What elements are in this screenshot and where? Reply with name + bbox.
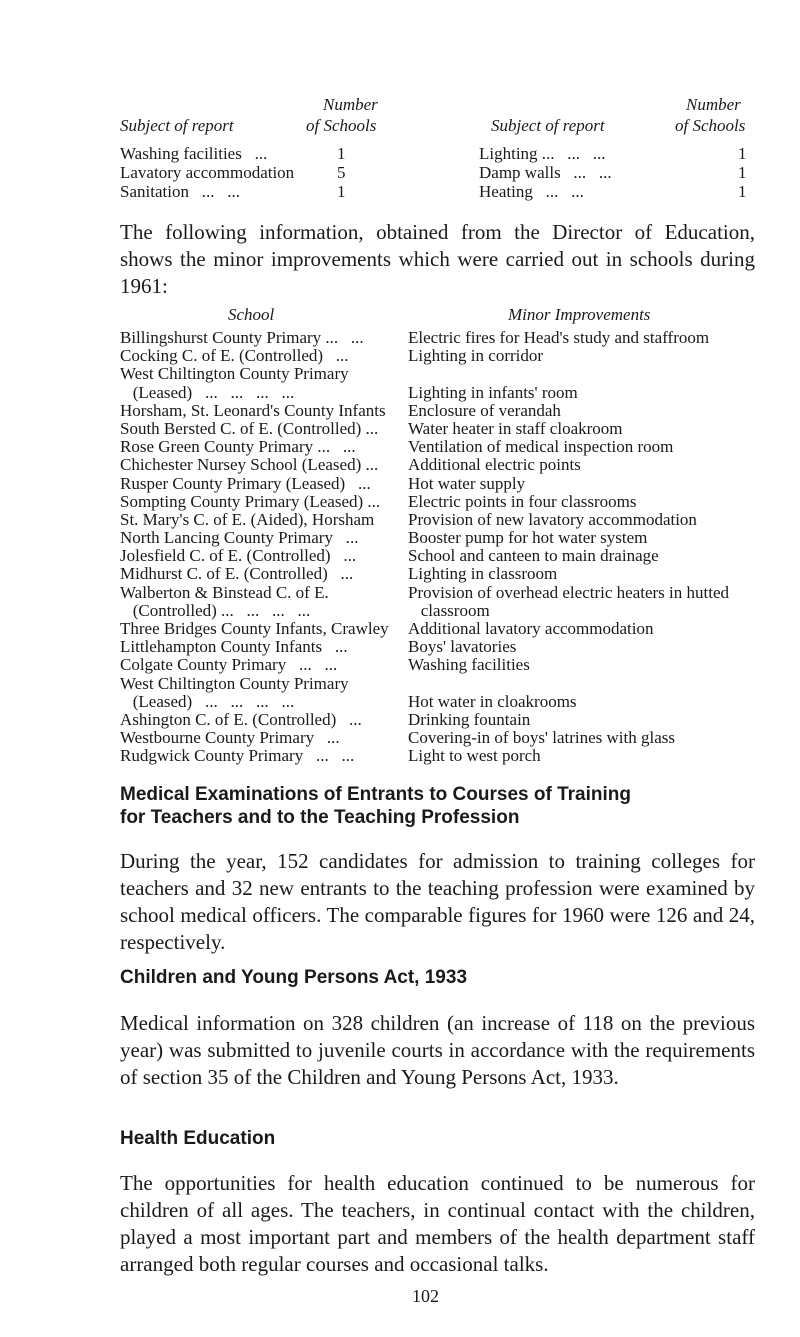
right-number-row-3: 1 (738, 182, 747, 201)
improvement-line: Hot water supply (408, 473, 526, 493)
right-subject-row-3: Heating ... ... (479, 182, 584, 201)
right-subject-row-1: Lighting ... ... ... (479, 144, 606, 163)
medical-heading-line2: for Teachers and to the Teaching Profession (120, 807, 520, 828)
school-line: Littlehampton County Infants ... (120, 637, 348, 657)
improvement-line: Hot water in cloakrooms (408, 691, 577, 711)
improvement-line: Lighting in corridor (408, 346, 544, 366)
improvement-line: Lighting in infants' room (408, 382, 578, 402)
school-line: Billingshurst County Primary ... ... (120, 328, 364, 347)
left-number-header-line2: of Schools (306, 116, 377, 135)
improvement-line (408, 365, 729, 383)
improvement-line: Electric fires for Head's study and staffroom (408, 328, 710, 347)
school-line: St. Mary's C. of E. (Aided), Horsham (120, 509, 375, 529)
right-number-header-line2: of Schools (675, 116, 746, 135)
school-line: (Leased) ... ... ... ... (120, 691, 295, 711)
improvement-line: Additional lavatory accommodation (408, 619, 654, 638)
school-line: Rusper County Primary (Leased) ... (120, 473, 371, 493)
health-heading: Health Education (120, 1128, 276, 1149)
right-subject-row-2: Damp walls ... ... (479, 163, 612, 182)
right-number-header-line1: Number (686, 95, 741, 114)
health-paragraph: The opportunities for health education continued to be numerous for children of all ages. The teachers, in continual contact with the children, played a most important part and members of the health department staff arranged both regular courses and occasional talks. (120, 1171, 755, 1276)
intro-paragraph: The following information, obtained from the Director of Education, shows the minor improvements which were carried out in schools during 1961: (120, 220, 755, 298)
school-line: North Lancing County Primary ... (120, 528, 359, 548)
improvement-line: Covering-in of boys' latrines with glass (408, 728, 676, 748)
school-line: Horsham, St. Leonard's County Infants (120, 400, 386, 420)
school-line: (Leased) ... ... ... ... (120, 382, 295, 402)
left-subject-row-3: Sanitation ... ... (120, 182, 240, 201)
left-number-row-3: 1 (337, 182, 346, 201)
improvement-line: Provision of overhead electric heaters in hutted (408, 582, 729, 602)
school-column-header: School (228, 305, 275, 324)
improvements-column-header: Minor Improvements (508, 305, 651, 324)
improvement-line: Ventilation of medical inspection room (408, 437, 674, 457)
school-line: Ashington C. of E. (Controlled) ... (120, 709, 362, 729)
school-line: Cocking C. of E. (Controlled) ... (120, 346, 349, 366)
improvement-line: classroom (408, 600, 490, 620)
medical-heading-line1: Medical Examinations of Entrants to Courses of Training (120, 784, 631, 805)
left-subject-row-1: Washing facilities ... (120, 144, 268, 163)
improvement-line: Light to west porch (408, 746, 541, 766)
medical-paragraph: During the year, 152 candidates for admission to training colleges for teachers and 32 new entrants to the teaching profession were examined by school medical officers. The comparable figures for 1960 were 126 and 24, respectively. (120, 849, 755, 954)
improvement-line: Water heater in staff cloakroom (408, 418, 623, 438)
school-line: Rose Green County Primary ... ... (120, 437, 356, 457)
school-line: Colgate County Primary ... ... (120, 655, 338, 675)
improvement-line: Booster pump for hot water system (408, 528, 648, 548)
improvement-line: Additional electric points (408, 455, 581, 475)
school-line: Walberton & Binstead C. of E. (120, 582, 329, 602)
school-line: (Controlled) ... ... ... ... (120, 600, 311, 620)
right-number-row-2: 1 (738, 163, 747, 182)
improvement-line (408, 675, 729, 693)
school-line: Chichester Nursey School (Leased) ... (120, 455, 379, 475)
school-line: Rudgwick County Primary ... ... (120, 746, 355, 766)
school-line: West Chiltington County Primary (120, 364, 349, 384)
school-list (120, 329, 389, 766)
improvement-line: Provision of new lavatory accommodation (408, 509, 697, 529)
school-line: Jolesfield C. of E. (Controlled) ... (120, 546, 357, 566)
left-number-row-1: 1 (337, 144, 346, 163)
improvement-line: Electric points in four classrooms (408, 491, 637, 511)
page-number: 102 (412, 1286, 439, 1306)
children-paragraph: Medical information on 328 children (an increase of 118 on the previous year) was submitted to juvenile courts in accordance with the requirements of section 35 of the Children and Young Persons Act, 1933. (120, 1011, 755, 1089)
school-line: Westbourne County Primary ... (120, 728, 340, 748)
improvement-line: Lighting in classroom (408, 564, 558, 584)
improvement-line: Drinking fountain (408, 709, 531, 729)
school-line: Sompting County Primary (Leased) ... (120, 491, 381, 511)
right-subject-header: Subject of report (491, 116, 605, 135)
left-subject-row-2: Lavatory accommodation (120, 163, 295, 182)
improvement-list (408, 329, 729, 766)
improvement-line: Boys' lavatories (408, 637, 517, 657)
improvement-line: Enclosure of verandah (408, 400, 561, 420)
school-line: South Bersted C. of E. (Controlled) ... (120, 418, 379, 438)
children-heading: Children and Young Persons Act, 1933 (120, 967, 468, 988)
left-subject-header: Subject of report (120, 116, 234, 135)
left-number-row-2: 5 (337, 163, 346, 182)
improvement-line: School and canteen to main drainage (408, 546, 659, 566)
school-line: Three Bridges County Infants, Crawley (120, 619, 389, 638)
right-number-row-1: 1 (738, 144, 747, 163)
left-number-header-line1: Number (323, 95, 378, 114)
improvement-line: Washing facilities (408, 655, 530, 675)
school-line: Midhurst C. of E. (Controlled) ... (120, 564, 354, 584)
school-line: West Chiltington County Primary (120, 673, 349, 693)
